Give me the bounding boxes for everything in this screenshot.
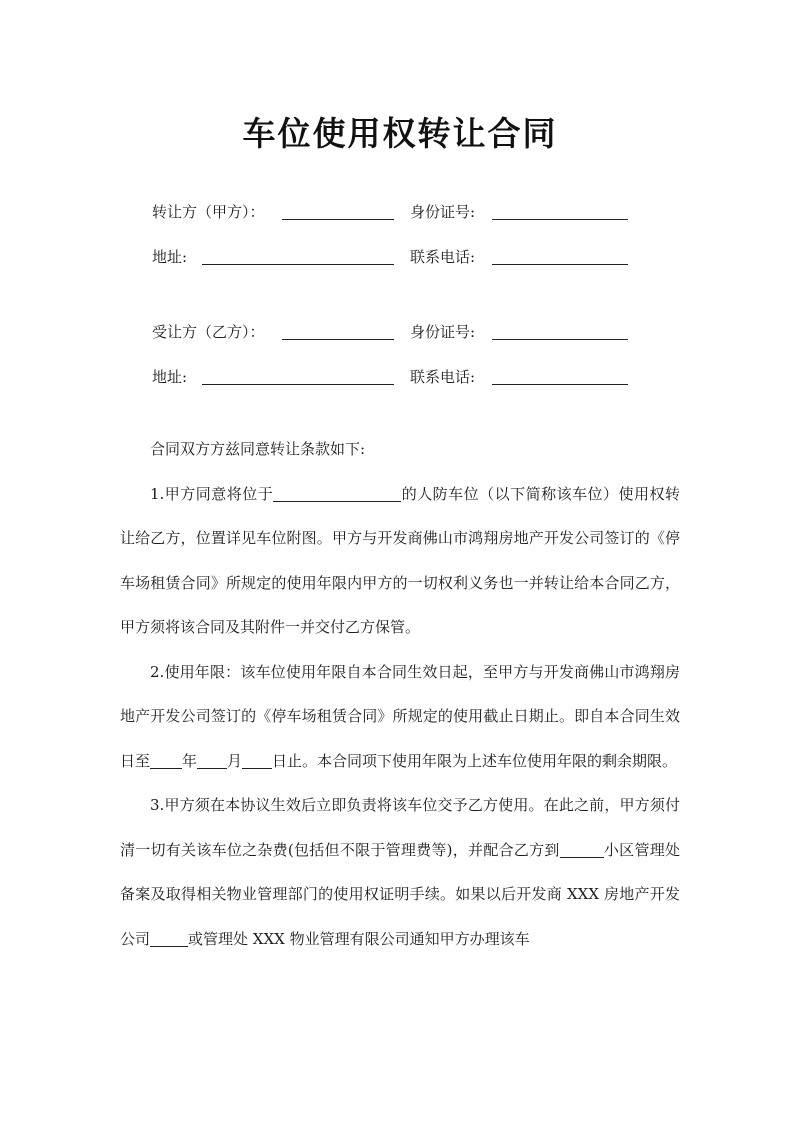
clause-2-year-label: 年 [182,751,198,770]
party-b-address-row [152,366,652,388]
party-a-address-blank [202,246,394,265]
contract-body [120,427,680,961]
party-a-phone-label: 联系电话: [410,248,476,266]
clause-2-day-blank [242,752,272,769]
party-a-phone-blank [492,246,628,265]
party-a-address-row [152,246,652,268]
party-b-name-blank [282,321,394,340]
clause-3-community-blank [560,841,604,858]
clause-3 [120,783,680,961]
intro-text: 合同双方方兹同意转让条款如下: [150,440,366,458]
party-b-id-label: 身份证号: [410,323,476,341]
clause-2-month-blank [197,752,227,769]
clause-2-text-rest: 日止。本合同项下使用年限为上述车位使用年限的剩余期限。 [272,751,678,770]
clause-1 [120,472,680,650]
party-b-id-blank [492,321,628,340]
clause-2-year-blank [150,752,182,769]
party-b-phone-label: 联系电话: [410,368,476,386]
clause-1-text-a: 1.甲方同意将位于 [150,484,274,503]
party-a-row [152,201,652,223]
party-a-id-label: 身份证号: [410,203,476,221]
party-b-address-label: 地址: [152,368,188,386]
party-b-phone-blank [492,366,628,385]
clause-3-text-b: 小区管理处备案及取得相关物业管理部门的使用权证明手续。如果以后开发商 XXX 房地产开发公司 [120,840,680,948]
clause-1-text-b: 的人防车位（以下简称该车位）使用权转让给乙方，位置详见车位附图。甲方与开发商佛山市鸿翔房地产开发公司签订的《停车场租赁合同》所规定的使用年限内甲方的一切权利义务也一并转让给本合同乙方，甲方须将该合同及其附件一并交付乙方保管。 [120,484,680,636]
clause-2-text-a: 2.使用年限：该车位使用年限自本合同生效日起，至甲方与开发商佛山市鸿翔房地产开发公司签订的《停车场租赁合同》所规定的使用截止日期止。即自本合同生效日至 [120,662,680,770]
party-a-address-label: 地址: [152,248,188,266]
party-b-row [152,321,652,343]
clause-3-developer-blank [150,930,188,947]
party-a-name-blank [282,201,394,220]
party-a-label: 转让方（甲方）： [152,203,265,221]
clause-3-text-c: 或管理处 XXX 物业管理有限公司通知甲方办理该车 [188,929,530,948]
party-a-id-blank [492,201,628,220]
clause-2 [120,650,680,784]
intro-paragraph [120,427,680,472]
party-b-label: 受让方（乙方）： [152,323,265,341]
clause-3-text-a: 3.甲方须在本协议生效后立即负责将该车位交予乙方使用。在此之前，甲方须付清一切有关该车位之杂费(包括但不限于管理费等)，并配合乙方到 [120,796,680,859]
party-b-address-blank [202,366,394,385]
document-title: 车位使用权转让合同 [242,114,558,153]
clause-2-month-label: 月 [227,751,243,770]
clause-1-location-blank [273,485,401,502]
